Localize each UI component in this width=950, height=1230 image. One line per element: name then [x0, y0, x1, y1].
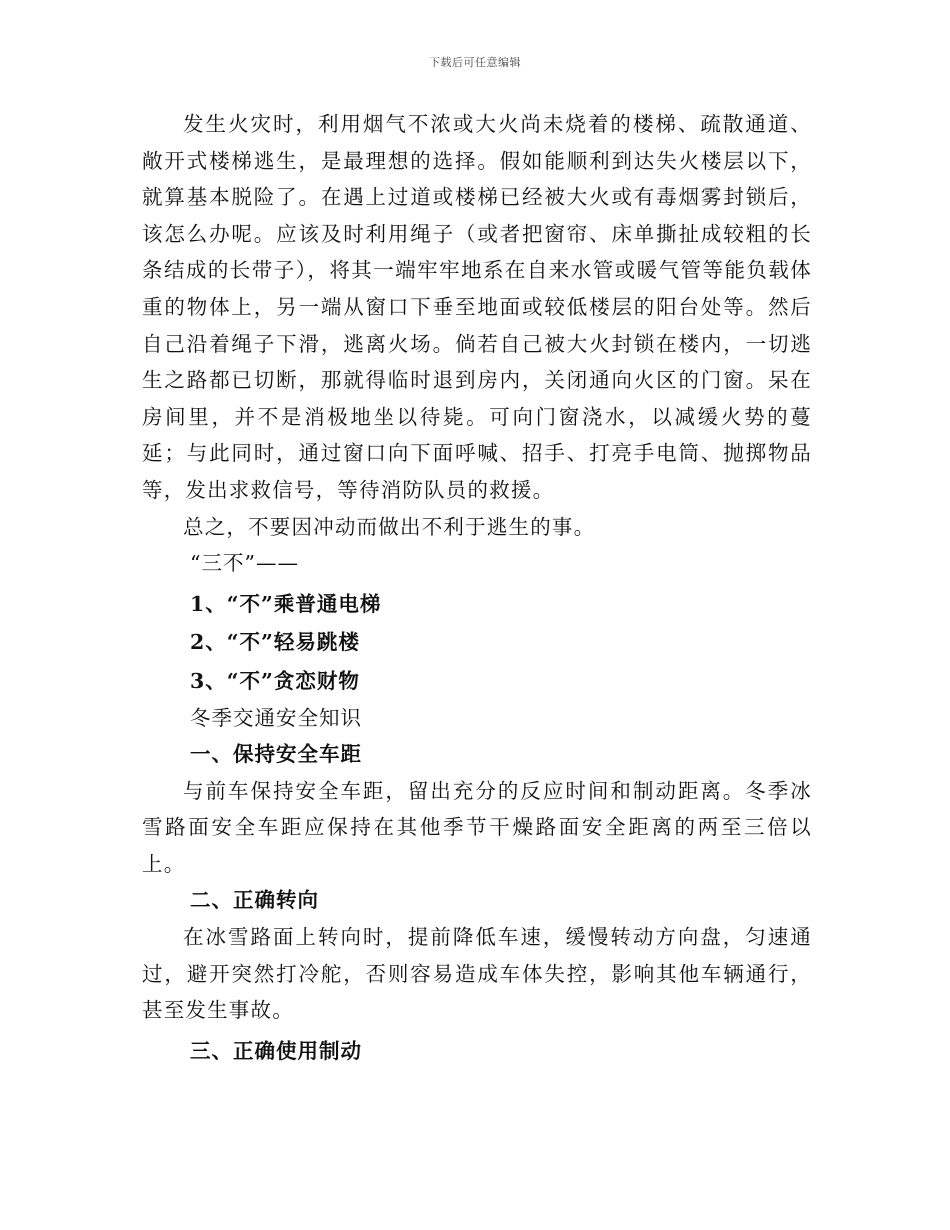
section-1-text: 与前车保持安全车距，留出充分的反应时间和制动距离。冬季冰雪路面安全车距应保持在其他季节干燥路面安全距离的两至三倍以上。: [142, 778, 812, 876]
three-no-item-2: 2、“不”轻易跳楼: [190, 630, 360, 655]
three-no-item-1: 1、“不”乘普通电梯: [190, 591, 382, 616]
document-body: [142, 106, 812, 1069]
winter-traffic-title: 冬季交通安全知识: [190, 705, 362, 730]
section-3-heading: 三、正确使用制动: [190, 1038, 362, 1063]
section-2-text: 在冰雪路面上转向时，提前降低车速，缓慢转动方向盘，匀速通过，避开突然打冷舵，否则容易造成车体失控，影响其他车辆通行，甚至发生事故。: [142, 925, 812, 1023]
section-2-heading: 二、正确转向: [190, 888, 319, 913]
fire-escape-paragraph: 发生火灾时，利用烟气不浓或大火尚未烧着的楼梯、疏散通道、敞开式楼梯逃生，是最理想的选择。假如能顺利到达失火楼层以下，就算基本脱险了。在遇上过道或楼梯已经被大火或有毒烟雾封锁后，该怎么办呢。应该及时利用绳子（或者把窗帘、床单撕扯成较粗的长条结成的长带子），将其一端牢牢地系在自来水管或暖气管等能负载体重的物体上，另一端从窗口下垂至地面或较低楼层的阳台处等。然后自己沿着绳子下滑，逃离火场。倘若自己被大火封锁在楼内，一切逃生之路都已切断，那就得临时退到房内，关闭通向火区的门窗。呆在房间里，并不是消极地坐以待毙。可向门窗浇水，以减缓火势的蔓延；与此同时，通过窗口向下面呼喊、招手、打亮手电筒、抛掷物品等，发出求救信号，等待消防队员的救援。: [142, 112, 812, 502]
summary-paragraph: 总之，不要因冲动而做出不利于逃生的事。: [183, 514, 596, 539]
three-no-title: “三不”——: [190, 551, 299, 576]
three-no-item-3: 3、“不”贪恋财物: [190, 668, 360, 693]
header-note: 下载后可任意编辑: [429, 56, 521, 69]
section-1-heading: 一、保持安全车距: [190, 742, 362, 767]
